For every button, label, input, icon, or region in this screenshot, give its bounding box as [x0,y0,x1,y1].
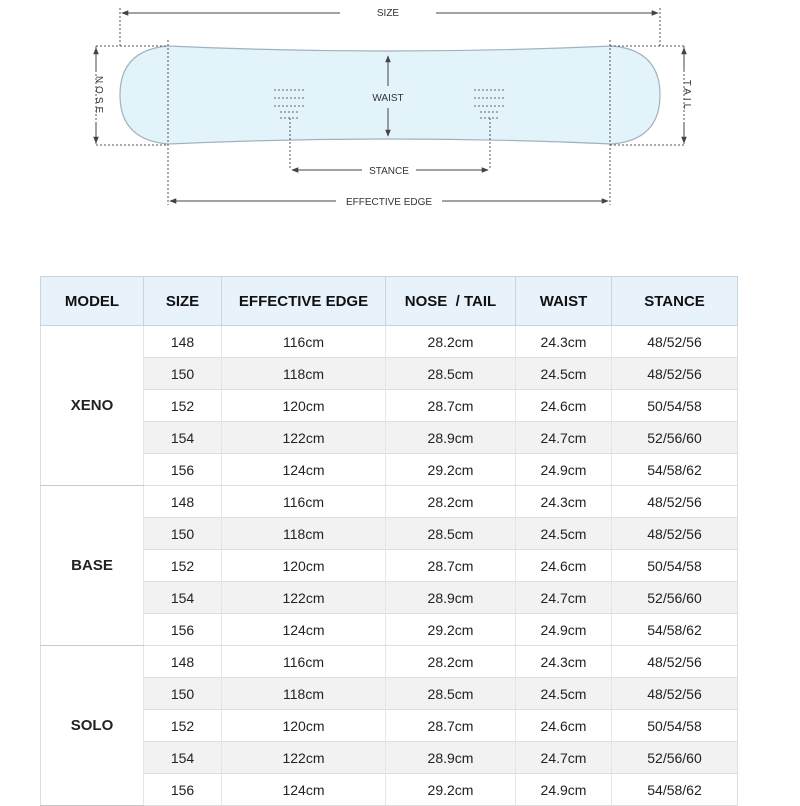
size-cell: 154 [144,742,222,774]
size-cell: 152 [144,710,222,742]
stance-cell: 52/56/60 [612,582,738,614]
nose-tail-cell: 29.2cm [386,614,516,646]
nose-tail-cell: 28.5cm [386,518,516,550]
nose-tail-cell: 29.2cm [386,454,516,486]
waist-cell: 24.6cm [516,710,612,742]
size-cell: 152 [144,550,222,582]
table-row [41,518,738,550]
snowboard-dimension-diagram [0,0,800,240]
size-cell: 148 [144,646,222,678]
size-cell: 156 [144,774,222,806]
effective-edge-cell: 116cm [222,646,386,678]
effective-edge-cell: 118cm [222,358,386,390]
table-row [41,646,738,678]
nose-tail-cell: 28.5cm [386,678,516,710]
size-cell: 148 [144,326,222,358]
header-size: SIZE [144,277,222,326]
table-row [41,486,738,518]
table-row [41,358,738,390]
effective-edge-cell: 122cm [222,422,386,454]
waist-label: WAIST [372,93,404,104]
table-row [41,774,738,806]
effective-edge-cell: 118cm [222,678,386,710]
effective-edge-cell: 124cm [222,454,386,486]
effective-edge-cell: 118cm [222,518,386,550]
effective-edge-cell: 124cm [222,614,386,646]
size-spec-table [40,276,738,806]
nose-tail-cell: 28.7cm [386,390,516,422]
table-row [41,390,738,422]
table-body [41,326,738,806]
size-cell: 152 [144,390,222,422]
stance-cell: 52/56/60 [612,742,738,774]
waist-cell: 24.5cm [516,518,612,550]
stance-cell: 48/52/56 [612,486,738,518]
effective-edge-cell: 120cm [222,390,386,422]
stance-cell: 48/52/56 [612,678,738,710]
stance-cell: 50/54/58 [612,550,738,582]
stance-cell: 48/52/56 [612,518,738,550]
waist-cell: 24.9cm [516,614,612,646]
nose-tail-cell: 28.9cm [386,422,516,454]
stance-cell: 54/58/62 [612,774,738,806]
nose-tail-cell: 28.7cm [386,550,516,582]
size-cell: 156 [144,454,222,486]
stance-cell: 48/52/56 [612,646,738,678]
size-cell: 150 [144,518,222,550]
nose-tail-cell: 29.2cm [386,774,516,806]
header-effective-edge: EFFECTIVE EDGE [222,277,386,326]
nose-tail-cell: 28.2cm [386,326,516,358]
stance-cell: 48/52/56 [612,358,738,390]
header-model: MODEL [41,277,144,326]
waist-cell: 24.7cm [516,422,612,454]
model-name-cell: SOLO [41,646,144,806]
size-label: SIZE [376,8,400,19]
stance-cell: 52/56/60 [612,422,738,454]
tail-label: TAIL [681,79,692,113]
effective-edge-cell: 120cm [222,550,386,582]
effective-edge-cell: 122cm [222,742,386,774]
nose-tail-cell: 28.2cm [386,646,516,678]
waist-cell: 24.3cm [516,486,612,518]
header-nose-tail: NOSE / TAIL [386,277,516,326]
header-stance: STANCE [612,277,738,326]
table-row [41,582,738,614]
effective-edge-cell: 120cm [222,710,386,742]
waist-cell: 24.6cm [516,550,612,582]
table-row [41,326,738,358]
model-name-cell: BASE [41,486,144,646]
stance-cell: 50/54/58 [612,710,738,742]
waist-cell: 24.6cm [516,390,612,422]
table-row [41,614,738,646]
effective-edge-cell: 116cm [222,326,386,358]
table-header-row [41,277,738,326]
header-waist: WAIST [516,277,612,326]
table-row [41,454,738,486]
stance-label: STANCE [369,166,409,177]
stance-cell: 54/58/62 [612,454,738,486]
effective-edge-cell: 116cm [222,486,386,518]
nose-tail-cell: 28.9cm [386,742,516,774]
table-row [41,422,738,454]
model-name-cell: XENO [41,326,144,486]
stance-cell: 50/54/58 [612,390,738,422]
table-row [41,550,738,582]
size-cell: 154 [144,422,222,454]
nose-tail-cell: 28.9cm [386,582,516,614]
waist-cell: 24.3cm [516,646,612,678]
stance-cell: 48/52/56 [612,326,738,358]
waist-cell: 24.5cm [516,678,612,710]
waist-cell: 24.7cm [516,582,612,614]
effective-edge-cell: 122cm [222,582,386,614]
waist-cell: 24.7cm [516,742,612,774]
table-row [41,742,738,774]
table-row [41,678,738,710]
size-cell: 156 [144,614,222,646]
nose-tail-cell: 28.7cm [386,710,516,742]
size-cell: 150 [144,358,222,390]
size-cell: 150 [144,678,222,710]
nose-tail-cell: 28.5cm [386,358,516,390]
size-cell: 148 [144,486,222,518]
waist-cell: 24.5cm [516,358,612,390]
effective-edge-label: EFFECTIVE EDGE [345,197,433,208]
size-cell: 154 [144,582,222,614]
waist-cell: 24.9cm [516,454,612,486]
waist-cell: 24.9cm [516,774,612,806]
nose-tail-cell: 28.2cm [386,486,516,518]
waist-cell: 24.3cm [516,326,612,358]
effective-edge-cell: 124cm [222,774,386,806]
nose-label: NOSE [93,75,104,117]
stance-cell: 54/58/62 [612,614,738,646]
table-row [41,710,738,742]
